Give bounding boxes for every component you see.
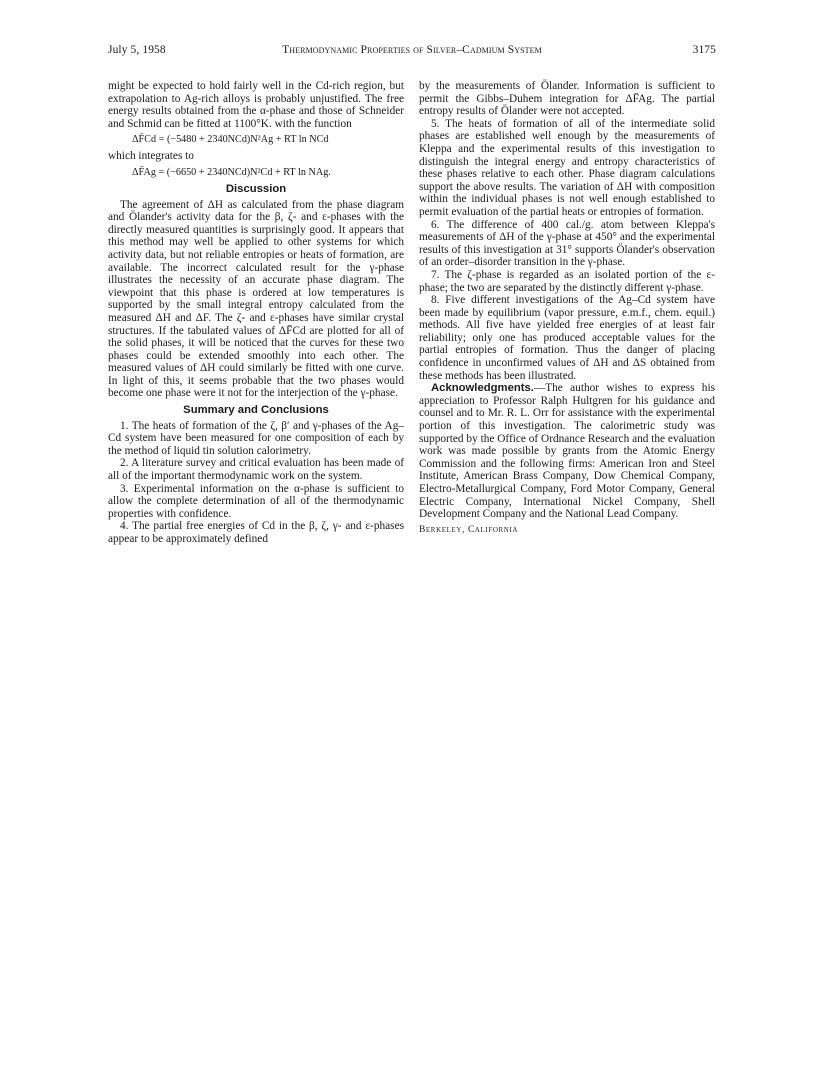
summary-heading: Summary and Conclusions: [183, 404, 329, 417]
conclusion-item-2: 2. A literature survey and critical evaluation has been made of all of the important thermodynamic work on the system.: [108, 457, 404, 483]
conclusion-item-4: 4. The partial free energies of Cd in the β, ζ, γ- and ε-phases appear to be approximately defined: [108, 520, 404, 545]
discussion-heading: Discussion: [225, 182, 287, 195]
acknowledgments-label: Acknowledgments.: [431, 382, 534, 395]
left-column: [108, 80, 404, 546]
right-column: [419, 80, 715, 536]
conclusion-item-7: 7. The ζ-phase is regarded as an isolated portion of the ε-phase; the two are separated by the distinctly different γ-phase.: [419, 268, 715, 294]
header-title: Thermodynamic Properties of Silver–Cadmium System: [282, 44, 542, 56]
acknowledgments: [419, 382, 715, 521]
running-header: [108, 44, 716, 60]
acknowledgments-text: —The author wishes to express his appreciation to Professor Ralph Hultgren for his guidance and counsel and to Mr. R. L. Orr for assistance with the experimental portion of this investigation. The calorimetric study was supported by the Office of Ordnance Research and the evaluation work was made possible by grants from the Atomic Energy Commission and the following firms: American Iron and Steel Institute, American Brass Company, Dow Chemical Company, Electro-Metallurgical Company, Ford Motor Company, General Electric Company, International Nickel Company, Shell Development Company and the National Lead Company.: [419, 382, 715, 521]
header-date: July 5, 1958: [108, 44, 166, 56]
author-address: Berkeley, California: [419, 524, 519, 535]
conclusion-item-3: 3. Experimental information on the α-phase is sufficient to allow the complete determination of all of the thermodynamic properties with confidence.: [108, 482, 404, 520]
paragraph-integrates: which integrates to: [108, 150, 194, 163]
discussion-paragraph: The agreement of ΔH as calculated from the phase diagram and Ölander's activity data for the β, ζ- and ε-phases with the directly measured quantities is surprisingly good. It appears that this method may well be applied to other systems for which activity data, but not reliable entropies or heats of formation, are available. The incorrect calculated result for the γ-phase illustrates the necessity of an accurate phase diagram. The viewpoint that this phase is ordered at low temperatures is supported by the small integral entropy calculated from the measured ΔH and ΔF. The ζ- and ε-phases have similar crystal structures. If the tabulated values of ΔF̄Cd are plotted for all of the solid phases, it will be noticed that the curves for these two phases could be extended smoothly into each other. The measured values of ΔH could similarly be fitted with one curve. In light of this, it seems probable that the two phases would become one phase were it not for the interjection of the γ-phase.: [108, 198, 404, 400]
conclusion-item-6: 6. The difference of 400 cal./g. atom between Kleppa's measurements of ΔH of the γ-phase at 450° and the experimental results of this investigation at 31° supports Ölander's observation of an order–disorder transition in the γ-phase.: [419, 218, 715, 269]
page-number: 3175: [692, 44, 716, 56]
paragraph-continuation: might be expected to hold fairly well in the Cd-rich region, but extrapolation to Ag-rich alloys is probably unjustified. The free energy results obtained from the α-phase and those of Schneider and Schmid can be fitted at 1100°K. with the function: [108, 80, 404, 130]
conclusion-item-8: 8. Five different investigations of the Ag–Cd system have been made by equilibrium (vapor pressure, e.m.f., chem. equil.) methods. All five have yielded free energies of at least fair reliability; only one has produced acceptable values for the partial entropies of formation. Thus the danger of placing confidence in unconfirmed values of ΔH and ΔS obtained from these methods has been illustrated.: [419, 294, 715, 382]
equation-partial-free-energy-ag: ΔF̄Ag = (−6650 + 2340NCd)N²Cd + RT ln NAg.: [132, 166, 331, 178]
conclusion-item-5: 5. The heats of formation of all of the intermediate solid phases are established well enough by the measurements of Kleppa and the experimental results of this investigation to distinguish the integral energy and entropy characteristics of these phases relative to each other. Phase diagram calculations support the above results. The variation of ΔH with composition within the individual phases is not well enough established to permit evaluation of the partial heats or entropies of formation.: [419, 117, 715, 218]
paragraph-continuation-right: by the measurements of Ölander. Information is sufficient to permit the Gibbs–Duhem integration for ΔF̄Ag. The partial entropy results of Ölander were not accepted.: [419, 80, 715, 118]
conclusion-item-1: 1. The heats of formation of the ζ, β′ and γ-phases of the Ag–Cd system have been measured for one composition of each by the method of liquid tin solution calorimetry.: [108, 419, 404, 457]
equation-partial-free-energy-cd: ΔF̄Cd = (−5480 + 2340NCd)N²Ag + RT ln NCd: [132, 134, 329, 146]
